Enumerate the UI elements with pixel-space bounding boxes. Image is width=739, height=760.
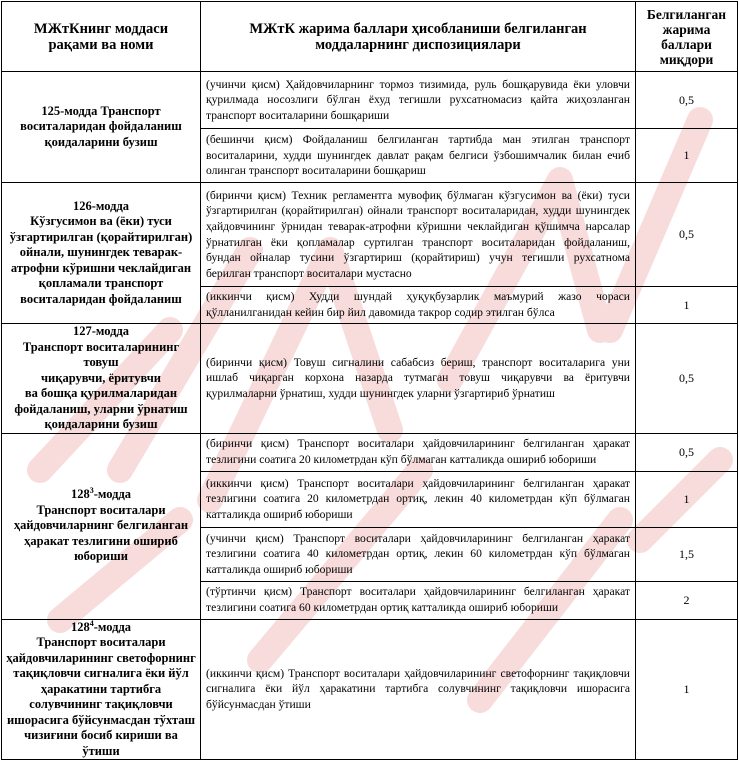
- article-title-line: ҳайдовчиларининг светофорнинг: [6, 650, 196, 665]
- article-title-line: Транспорт воситалари: [36, 635, 166, 649]
- disposition-cell: (иккинчи қисм) Худди шундай ҳуқуқбузарлик маъмурий жазо чораси қўлланилганидан кейин бир йил давомида такрор содир этилган бўлса: [201, 287, 636, 324]
- article-title-cell: [2, 72, 201, 183]
- table-header-row: [2, 2, 738, 72]
- article-title-line: фойдаланиш, уларни ўрнатиш: [14, 401, 188, 416]
- article-title-line: воситаларидан фойдаланиш: [20, 291, 182, 306]
- article-title-line: Кўзгусимон ва (ёки) туси: [30, 214, 172, 229]
- points-cell: 0,5: [636, 183, 738, 287]
- points-cell: 1: [636, 129, 738, 183]
- points-cell: 0,5: [636, 72, 738, 129]
- points-cell: 0,5: [636, 324, 738, 434]
- article-title-line: қопламали транспорт: [38, 276, 164, 291]
- article-title-line: Транспорт воситаларининг товуш: [22, 339, 180, 369]
- article-title-line: Транспорт воситалари: [36, 502, 166, 517]
- header-article-column: МЖтКнинг моддаси рақами ва номи: [2, 2, 201, 72]
- points-cell: 1: [636, 471, 738, 527]
- article-title-line: ҳаракатини тартибга: [40, 681, 162, 696]
- article-title-line: 125-модда Транспорт: [41, 103, 161, 118]
- article-title-line: чизиғини босиб кириши ва ўтиши: [24, 728, 178, 758]
- article-title-line: юбориши: [74, 549, 128, 564]
- table-row: [2, 324, 738, 434]
- article-title-line: ишорасига бўйсунмасдан тўхташ: [6, 712, 196, 727]
- article-title-line: солувчининг тақиқловчи: [29, 697, 173, 711]
- article-title-line: қоидаларини бузиш: [44, 134, 158, 149]
- article-number: $128^3$-модда: [70, 486, 132, 502]
- article-title-line: ҳайдовчиларнинг белгиланган: [13, 518, 189, 533]
- disposition-cell: (иккинчи қисм) Транспорт воситалари ҳайдовчиларининг светофорнинг тақиқловчи сигналига ёки йўл ҳаракатини тартибга солувчининг тақиқловчи ишорасига бўйсунмасдан ўтиши: [201, 619, 636, 760]
- article-title-line: 126-модда: [72, 198, 130, 213]
- table-row: [2, 72, 738, 129]
- disposition-cell: (биринчи қисм) Транспорт воситалари ҳайдовчиларининг белгиланган ҳаракат тезлигини соатига 20 километрдан кўп бўлмаган катталикда ошириб юбориши: [201, 433, 636, 471]
- disposition-cell: (биринчи қисм) Техник регламентга мувофиқ бўлмаган кўзгусимон ва (ёки) туси ўзгартирилган (қорайтирилган) ойнали транспорт воситаларидан, худди шунингдек ҳайдовчининг ўрнидан теварак-атрофни кўришни чеклайдиган қўшимча нарсалар ўрнатилган ёки қопламалар суртилган транспорт воситаларидан фойдаланиш, бундан ойналар тусини ўзгартириш (қорайтириш) учун тегишли рухсатнома берилган транспорт воситалари мустасно: [201, 183, 636, 287]
- article-title-line: атрофни кўришни чеклайдиган: [10, 260, 192, 275]
- table-row: [2, 619, 738, 760]
- article-title-line: 127-модда: [72, 324, 130, 338]
- article-title-line: чиқарувчи, ёритувчи: [41, 370, 161, 385]
- article-number: $128^4$-модда: [70, 618, 132, 634]
- table-row: [2, 183, 738, 287]
- demerit-points-table: [1, 1, 738, 760]
- disposition-cell: (учинчи қисм) Транспорт воситалари ҳайдовчиларининг белгиланган ҳаракат тезлигини соатига 40 километрдан ортиқ, лекин 60 километрдан кўп бўлмаган катталикда ошириб юбориши: [201, 527, 636, 581]
- points-cell: 2: [636, 581, 738, 619]
- table-row: [2, 433, 738, 471]
- article-title-cell: [2, 324, 201, 434]
- points-cell: 1: [636, 619, 738, 760]
- points-cell: 0,5: [636, 433, 738, 471]
- article-title-cell: [2, 183, 201, 324]
- article-title-line: ойнали, шунингдек теварак-: [19, 245, 183, 260]
- disposition-cell: (тўртинчи қисм) Транспорт воситалари ҳайдовчиларининг белгиланган ҳаракат тезлигини соатига 60 километрдан ортиқ катталикда ошириб юбориши: [201, 581, 636, 619]
- article-title-line: ва бошқа қурилмаларидан: [24, 386, 178, 400]
- article-title-cell: [2, 433, 201, 619]
- article-title-line: тақиқловчи сигналига ёки йўл: [13, 666, 189, 680]
- header-points-column: Белгиланган жарима баллари миқдори: [636, 2, 738, 72]
- disposition-cell: (бешинчи қисм) Фойдаланиш белгиланган тартибда ман этилган транспорт воситаларини, худди шунингдек давлат рақам белгиси ўзбошимчалик билан ечиб олинган транспорт воситаларини бошқариш: [201, 129, 636, 183]
- points-cell: 1: [636, 287, 738, 324]
- article-title-cell: [2, 619, 201, 760]
- article-title-line: қоидаларини бузиш: [44, 417, 158, 431]
- article-title-line: воситаларидан фойдаланиш: [20, 119, 182, 134]
- article-title-line: ўзгартирилган (қорайтирилган): [9, 229, 193, 244]
- article-title-line: ҳаракат тезлигини ошириб: [24, 533, 178, 548]
- disposition-cell: (биринчи қисм) Товуш сигналини сабабсиз бериш, транспорт воситаларига уни ишлаб чиқарган корхона назарда тутмаган товуш чиқарувчи ва ёритувчи қурилмаларни ўрнатиш, худди шунингдек уларни ўзгартириб ўрнатиш: [201, 324, 636, 434]
- points-cell: 1,5: [636, 527, 738, 581]
- header-disposition-column: МЖтК жарима баллари ҳисобланиши белгиланган моддаларнинг диспозициялари: [201, 2, 636, 72]
- disposition-cell: (учинчи қисм) Ҳайдовчиларнинг тормоз тизимида, руль бошқарувида ёки уловчи қурилмада носозлиги бўлган ёхуд тегишли рухсатномасиз қайта жиҳозланган транспорт воситаларини бошқариши: [201, 72, 636, 129]
- disposition-cell: (иккинчи қисм) Транспорт воситалари ҳайдовчиларининг белгиланган ҳаракат тезлигини соатига 20 километрдан ортиқ, лекин 40 километрдан кўп бўлмаган катталикда ошириб юбориши: [201, 471, 636, 527]
